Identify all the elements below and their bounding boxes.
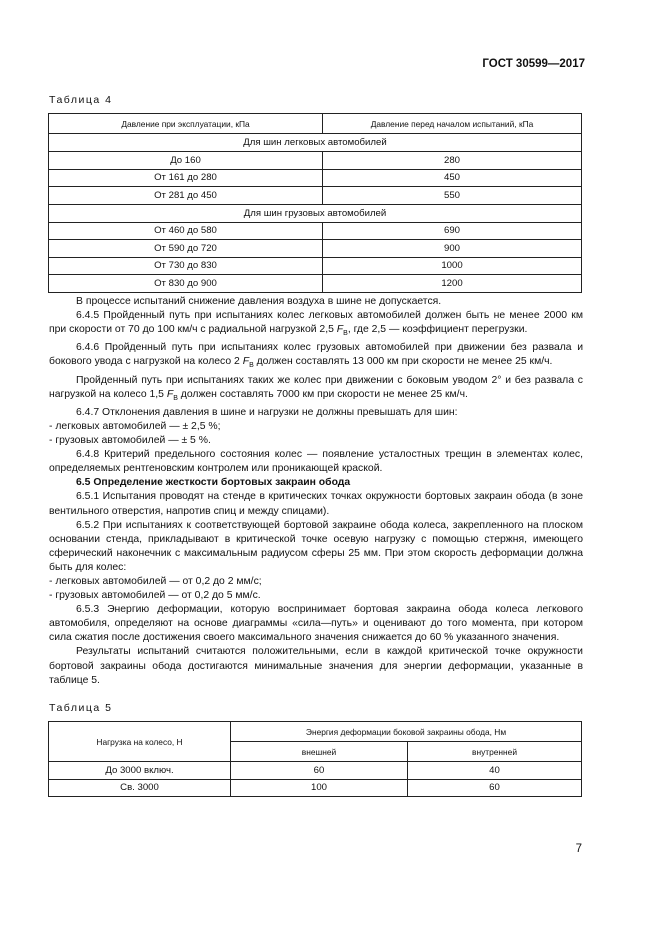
list-item: - грузовых автомобилей — ± 5 %. <box>49 435 211 447</box>
table-cell: 450 <box>323 169 582 187</box>
list-item: - легковых автомобилей — от 0,2 до 2 мм/с; <box>49 576 262 588</box>
table-cell: 1000 <box>323 257 582 275</box>
paragraph: Пройденный путь при испытаниях таких же колес при движении с боковым уводом 2° и без развала с нагрузкой на колесо 1,5 $F_B$ должен составлять 7000 км при скорости не менее 25 км/ч. <box>49 374 583 402</box>
table-row <box>49 152 582 170</box>
table-row <box>49 240 582 258</box>
table-row <box>49 779 582 797</box>
table-cell: 900 <box>323 240 582 258</box>
table-cell: 690 <box>323 222 582 240</box>
table-cell: От 590 до 720 <box>49 240 323 258</box>
table5-sub-outer: внешней <box>231 742 408 762</box>
list-item: - легковых автомобилей — ± 2,5 %; <box>49 420 221 432</box>
paragraph: 6.5.1 Испытания проводят на стенде в критических точках окружности бортовых закраин обода (в зоне вентильного отверстия, напротив спиц и между спицами). <box>49 491 583 517</box>
table-cell: До 160 <box>49 152 323 170</box>
table-cell: От 460 до 580 <box>49 222 323 240</box>
paragraph: 6.5.3 Энергию деформации, которую воспринимает бортовая закраина обода колеса легкового автомобиля, определяют на основе диаграммы «сила—путь» и оценивают до того момента, при котором сила сжатия после достижения своего максимального значения снижается до 60 % указанного значения. <box>49 604 583 644</box>
table-cell: До 3000 включ. <box>49 762 231 780</box>
paragraph: В процессе испытаний снижение давления воздуха в шине не допускается. <box>76 296 442 307</box>
table5-caption: Таблица 5 <box>49 702 113 714</box>
table-row <box>49 257 582 275</box>
table-cell: От 281 до 450 <box>49 187 323 205</box>
table-cell: От 161 до 280 <box>49 169 323 187</box>
page-number: 7 <box>575 843 582 855</box>
table-row <box>49 762 582 780</box>
table4 <box>48 113 582 293</box>
table-cell: От 830 до 900 <box>49 275 323 293</box>
document-header: ГОСТ 30599—2017 <box>482 58 585 70</box>
table5-col2-header: Энергия деформации боковой закраины обода, Нм <box>231 722 582 742</box>
table5-col1-header: Нагрузка на колесо, Н <box>49 722 231 762</box>
body-text <box>49 295 583 688</box>
table-cell: Св. 3000 <box>49 779 231 797</box>
table-cell: 550 <box>323 187 582 205</box>
table-row <box>49 169 582 187</box>
table4-col2-header: Давление перед началом испытаний, кПа <box>323 114 582 134</box>
paragraph: 6.4.7 Отклонения давления в шине и нагрузки не должны превышать для шин: <box>76 406 458 418</box>
table-cell: От 730 до 830 <box>49 257 323 275</box>
table-cell: 40 <box>408 762 582 780</box>
paragraph: 6.4.5 Пройденный путь при испытаниях колес легковых автомобилей должен быть не менее 2000 км при скорости от 70 до 100 км/ч с радиальной нагрузкой 2,5 $F_B$, где 2,5 — коэффициент перегрузки. <box>49 310 583 338</box>
paragraph: Результаты испытаний считаются положительными, если в каждой критической точке окружности бортовой закраины обода достигаются минимальные значения для энергии деформации, указанные в таблице 5. <box>49 646 583 686</box>
list-item: - грузовых автомобилей — от 0,2 до 5 мм/с. <box>49 590 261 602</box>
table-cell: 280 <box>323 152 582 170</box>
table-row <box>49 222 582 240</box>
table4-caption: Таблица 4 <box>49 94 113 106</box>
table4-col1-header: Давление при эксплуатации, кПа <box>49 114 323 134</box>
table4-group-truck: Для шин грузовых автомобилей <box>49 204 582 222</box>
paragraph: 6.4.8 Критерий предельного состояния колес — появление усталостных трещин в элементах колес, определяемых рентгеновским контролем или проникающей краской. <box>49 449 583 475</box>
table5 <box>48 721 582 797</box>
table-cell: 100 <box>231 779 408 797</box>
table-cell: 60 <box>408 779 582 797</box>
table4-group-light: Для шин легковых автомобилей <box>49 134 582 152</box>
table-row <box>49 275 582 293</box>
table-row <box>49 187 582 205</box>
section-heading: 6.5 Определение жесткости бортовых закраин обода <box>76 477 351 489</box>
paragraph: 6.4.6 Пройденный путь при испытаниях колес грузовых автомобилей при движении без развала и бокового увода с нагрузкой на колесо 2 $F_B$ должен составлять 13 000 км при скорости не менее 25 км/ч. <box>49 342 583 370</box>
table-cell: 60 <box>231 762 408 780</box>
table-cell: 1200 <box>323 275 582 293</box>
paragraph: 6.5.2 При испытаниях к соответствующей бортовой закраине обода колеса, закрепленного на плоском основании стенда, прикладывают в критической точке осевую нагрузку с помощью стержня, имеющего сферический наконечник с максимальным радиусом сферы 25 мм. При этом скорость деформации должна быть для колес: <box>49 519 583 573</box>
table5-sub-inner: внутренней <box>408 742 582 762</box>
